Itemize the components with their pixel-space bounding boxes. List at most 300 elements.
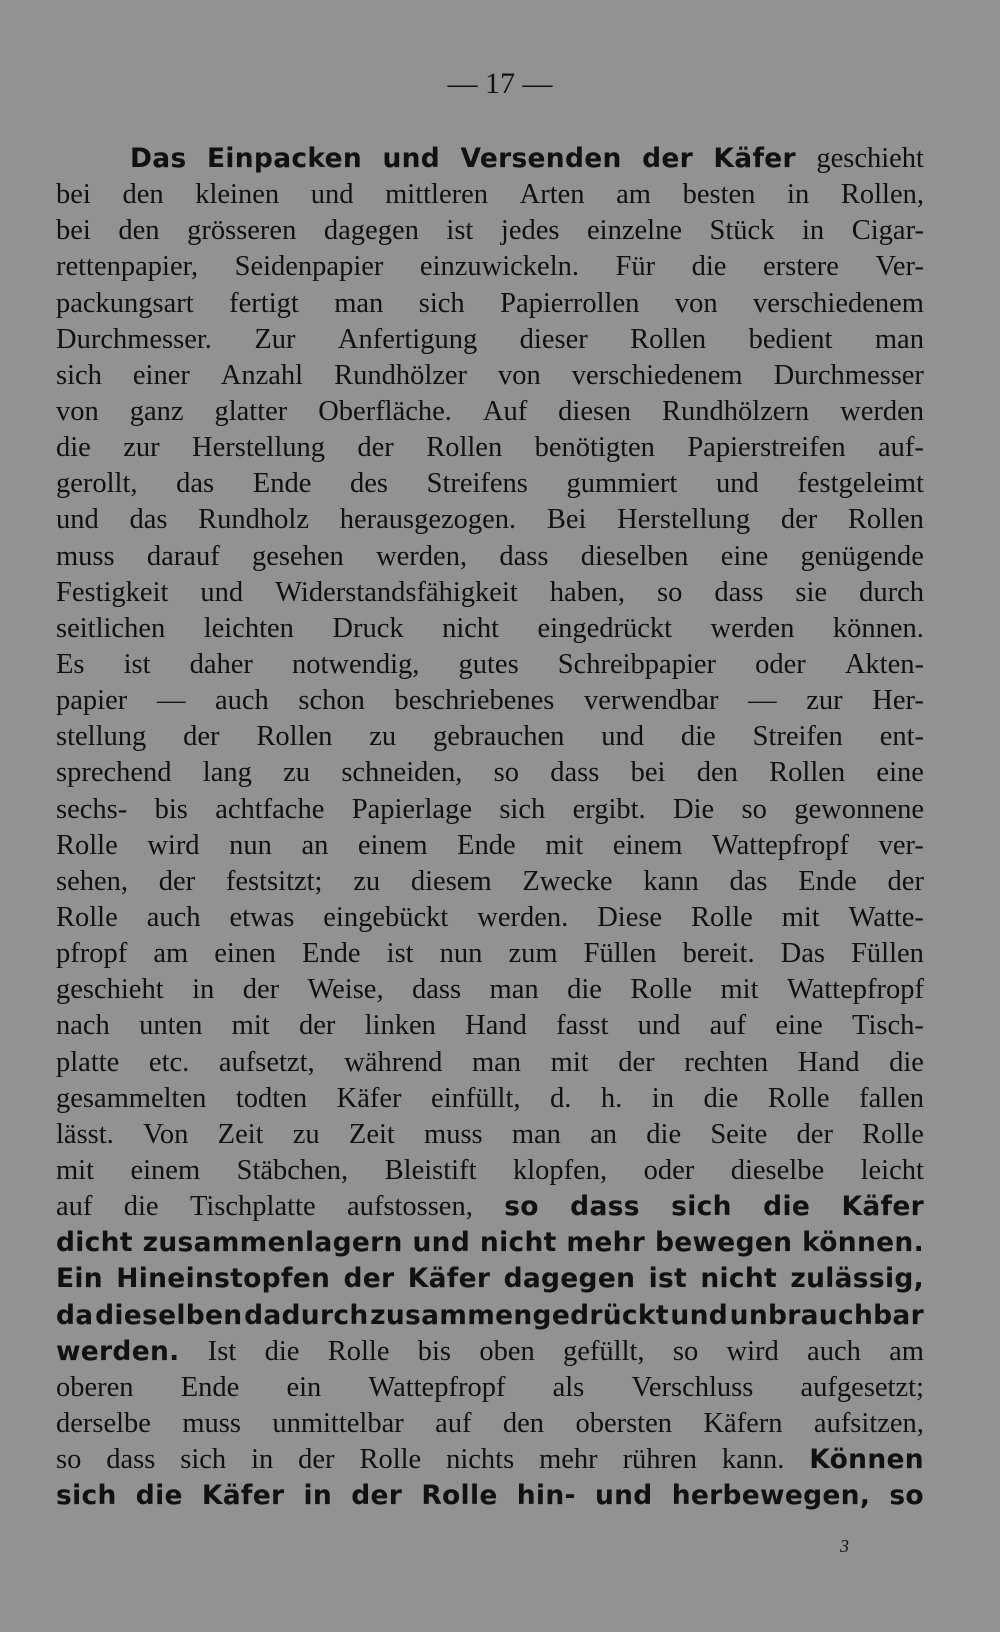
word: aufstossen,	[346, 1191, 473, 1223]
text-line	[56, 683, 924, 719]
word: einer	[132, 359, 190, 391]
word: Zwecke	[522, 865, 613, 897]
bold-word: dadurch	[244, 1299, 369, 1331]
text-line	[56, 1225, 924, 1261]
text-line	[56, 1045, 924, 1081]
word: dass	[106, 1444, 156, 1476]
word: Rollen	[769, 757, 846, 789]
word: der	[357, 432, 394, 464]
word: sich	[499, 793, 546, 825]
body-text	[56, 141, 924, 1514]
word: der	[242, 974, 280, 1006]
word: ver-	[878, 829, 924, 861]
word: aufsetzt,	[218, 1046, 315, 1078]
word: Rollen	[426, 432, 503, 464]
word: Das	[780, 938, 825, 970]
word: notwendig,	[291, 648, 420, 680]
word: während	[344, 1046, 443, 1078]
text-line	[56, 358, 924, 394]
word: Für	[615, 251, 656, 283]
word: Wattepfropf	[368, 1371, 506, 1403]
word: einzuwickeln.	[419, 251, 579, 283]
text-line	[56, 755, 924, 791]
word: an	[301, 829, 329, 861]
word: —	[748, 685, 777, 717]
text-line	[56, 611, 924, 647]
word: den	[696, 757, 738, 789]
word: nichts	[446, 1444, 515, 1476]
bold-word: Käfer	[201, 1480, 285, 1512]
word: mehr	[539, 1444, 598, 1476]
word: Anzahl	[220, 359, 304, 391]
word: benötigten	[534, 432, 655, 464]
word: und	[715, 468, 759, 500]
word: von	[674, 287, 718, 319]
word: erstere	[763, 251, 839, 283]
word: am	[153, 938, 189, 970]
bold-word: nicht	[700, 1263, 778, 1295]
word: bei	[630, 757, 666, 789]
word: leicht	[860, 1154, 924, 1186]
word: verschiedenem	[571, 359, 743, 391]
word: sechs-	[56, 793, 128, 825]
word: am	[889, 1335, 924, 1367]
bold-word: die	[135, 1480, 183, 1512]
word: sich	[180, 1444, 227, 1476]
word: beschriebenes	[394, 685, 555, 717]
word: Ende	[798, 865, 857, 897]
word: sprechend	[56, 757, 172, 789]
word: oder	[643, 1154, 695, 1186]
word: daher	[189, 648, 253, 680]
text-line	[56, 1261, 924, 1297]
text-line	[56, 466, 924, 502]
word: die	[264, 1335, 300, 1367]
bold-word: und	[594, 1480, 653, 1512]
word: Stück	[709, 215, 775, 247]
word: Rolle	[630, 974, 693, 1006]
bold-word: sich	[671, 1191, 732, 1223]
word: werden	[710, 612, 795, 644]
word: platte	[56, 1046, 120, 1078]
word: bereit.	[682, 938, 755, 970]
word: nicht	[442, 612, 500, 644]
word: gerollt,	[56, 468, 138, 500]
word: —	[156, 685, 186, 717]
word: haben,	[549, 576, 625, 608]
word: ein	[286, 1371, 322, 1403]
word: eingedrückt	[537, 612, 673, 644]
word: Rollen	[847, 504, 924, 536]
word: Hand	[797, 1046, 860, 1078]
word: der	[887, 865, 924, 897]
word: so	[672, 1335, 699, 1367]
word: das	[729, 865, 768, 897]
word: Rolle	[359, 1444, 422, 1476]
word: auch	[214, 685, 269, 717]
bold-word: da	[56, 1299, 94, 1331]
word: in	[251, 1444, 274, 1476]
word: Rolle	[56, 901, 118, 933]
word: Durchmesser.	[56, 323, 212, 355]
word: eingebückt	[323, 901, 449, 933]
text-line	[56, 1153, 924, 1189]
word: so	[56, 1444, 82, 1476]
word: zu	[369, 721, 397, 753]
word: auch	[146, 901, 201, 933]
word: den	[118, 215, 160, 247]
word: oder	[755, 648, 806, 680]
word: und	[310, 179, 354, 211]
word: wird	[147, 829, 200, 861]
word: Auf	[482, 395, 528, 427]
word: unmittelbar	[272, 1407, 404, 1439]
word: Widerstandsfähigkeit	[275, 576, 518, 608]
word: muss	[56, 540, 115, 572]
word: rechten	[684, 1046, 769, 1078]
word: auf-	[878, 432, 924, 464]
word: sie	[795, 576, 828, 608]
word: auf	[56, 1191, 93, 1223]
word: ergibt.	[572, 793, 646, 825]
word: dieser	[519, 323, 588, 355]
word: die	[889, 1046, 924, 1078]
word: lässt.	[56, 1118, 114, 1150]
bold-word: hin-	[516, 1480, 576, 1512]
word: Ende	[302, 938, 361, 970]
word: Papierlage	[351, 793, 472, 825]
word: Rundhölzern	[661, 395, 810, 427]
text-line	[56, 286, 924, 322]
word: glatter	[214, 395, 288, 427]
word: seitlichen	[56, 612, 166, 644]
word: Diese	[597, 901, 663, 933]
word: gutes	[458, 648, 519, 680]
text-line	[56, 539, 924, 575]
word: man	[334, 287, 384, 319]
word: mit	[781, 901, 820, 933]
word: schneiden,	[341, 757, 463, 789]
word: bis	[417, 1335, 452, 1367]
word: Seidenpapier	[234, 251, 384, 283]
word: durch	[859, 576, 924, 608]
word: auf	[709, 1010, 747, 1042]
word: dass	[550, 757, 600, 789]
bold-word: werden.	[56, 1335, 180, 1367]
word: der	[158, 865, 196, 897]
word: Bleistift	[384, 1154, 477, 1186]
text-line	[56, 647, 924, 683]
word: einem	[357, 829, 428, 861]
bold-word: zulässig,	[790, 1263, 924, 1295]
word: Rollen	[630, 323, 707, 355]
word: ist	[123, 648, 151, 680]
word: muss	[182, 1407, 241, 1439]
bold-word: Versenden	[460, 143, 622, 174]
bold-word: mehr	[566, 1227, 646, 1259]
word: Druck	[332, 612, 404, 644]
word: sehen,	[56, 865, 129, 897]
bold-word: der	[642, 143, 694, 174]
word: Papierrollen	[500, 287, 640, 319]
word: als	[552, 1371, 585, 1403]
word: Anfertigung	[337, 323, 478, 355]
text-line	[56, 1008, 924, 1044]
word: Herstellung	[617, 504, 751, 536]
word: Käfern	[703, 1407, 783, 1439]
word: gebrauchen	[433, 721, 565, 753]
word: diesem	[410, 865, 492, 897]
word: eine	[775, 1010, 823, 1042]
text-line	[56, 322, 924, 358]
text-line	[56, 249, 924, 285]
word: Rolle	[767, 1082, 830, 1114]
word: können.	[832, 612, 924, 644]
word: Herstellung	[192, 432, 325, 464]
signature-mark: 3	[840, 1536, 849, 1556]
bold-word: in	[303, 1480, 333, 1512]
bold-word: und	[382, 143, 441, 174]
text-line	[56, 1081, 924, 1117]
word: Wattepfropf	[712, 829, 849, 861]
bold-word: die	[763, 1191, 811, 1223]
word: werden.	[477, 901, 569, 933]
word: Rolle	[862, 1118, 924, 1150]
word: dass	[714, 576, 764, 608]
word: zu	[353, 865, 381, 897]
word: oben	[479, 1335, 535, 1367]
text-line	[56, 900, 924, 936]
word: am	[616, 179, 651, 211]
word: Arten	[519, 179, 585, 211]
text-line	[56, 936, 924, 972]
word: einfüllt,	[431, 1082, 521, 1114]
word: diesen	[558, 395, 631, 427]
text-line	[56, 575, 924, 611]
word: zu	[292, 1118, 320, 1150]
bold-word: dagegen	[503, 1263, 636, 1295]
bold-word: dicht	[56, 1227, 133, 1259]
word: kann.	[721, 1444, 785, 1476]
bold-word: so	[504, 1191, 539, 1223]
word: der	[298, 1010, 336, 1042]
word: das	[176, 468, 215, 500]
bold-word: herbewegen,	[671, 1480, 871, 1512]
word: die	[703, 1082, 739, 1114]
word: Festigkeit	[56, 576, 169, 608]
word: schon	[298, 685, 365, 717]
word: nun	[439, 938, 483, 970]
word: bis	[154, 793, 188, 825]
word: und	[200, 576, 244, 608]
word: etc.	[148, 1046, 190, 1078]
word: Streifen	[752, 721, 843, 753]
word: achtfache	[215, 793, 325, 825]
word: grösseren	[187, 215, 297, 247]
bold-word: Einpacken	[206, 143, 363, 174]
word: man	[874, 323, 924, 355]
word: und	[637, 1010, 681, 1042]
word: sich	[56, 359, 102, 391]
text-line	[56, 394, 924, 430]
word: Seite	[710, 1118, 768, 1150]
bold-word: sich	[56, 1480, 117, 1512]
word: einzelne	[587, 215, 682, 247]
word: obersten	[575, 1407, 673, 1439]
word: fasst	[556, 1010, 609, 1042]
word: derselbe	[56, 1407, 151, 1439]
text-line	[56, 864, 924, 900]
bold-word: nicht	[479, 1227, 557, 1259]
text-line	[56, 1117, 924, 1153]
word: einem	[130, 1154, 201, 1186]
word: Ist	[207, 1335, 237, 1367]
word: Bei	[546, 504, 587, 536]
text-line	[56, 1370, 924, 1406]
word: zum	[508, 938, 558, 970]
word: Weise,	[307, 974, 384, 1006]
word: Akten-	[844, 648, 924, 680]
word: dass	[499, 540, 549, 572]
word: Von	[143, 1118, 189, 1150]
word: Rollen	[256, 721, 333, 753]
word: Zeit	[217, 1118, 264, 1150]
word: klopfen,	[512, 1154, 608, 1186]
word: Ende	[180, 1371, 240, 1403]
word: bei	[56, 179, 91, 211]
word: aufgesetzt;	[800, 1371, 924, 1403]
word: etwas	[229, 901, 295, 933]
word: Stäbchen,	[236, 1154, 349, 1186]
word: herausgezogen.	[339, 504, 517, 536]
word: Her-	[872, 685, 924, 717]
word: gummiert	[566, 468, 678, 500]
bold-word: Hineinstopfen	[116, 1263, 331, 1295]
text-line	[56, 141, 924, 177]
word: so	[741, 793, 767, 825]
word: auch	[807, 1335, 861, 1367]
bold-word: bewegen	[654, 1227, 793, 1259]
word: leichten	[203, 612, 294, 644]
word: h.	[600, 1082, 623, 1114]
word: sich	[418, 287, 465, 319]
word: genügende	[800, 540, 924, 572]
word: so	[493, 757, 520, 789]
word: eine	[720, 540, 769, 572]
word: Hand	[465, 1010, 527, 1042]
word: packungsart	[56, 287, 194, 319]
word: der	[796, 1118, 833, 1150]
bold-word: Käfer	[841, 1191, 924, 1223]
word: geschieht	[56, 974, 164, 1006]
word: die	[691, 251, 727, 283]
text-line	[56, 177, 924, 213]
word: so	[656, 576, 683, 608]
word: rühren	[622, 1444, 697, 1476]
bold-word: Das	[130, 143, 187, 174]
bold-word: und	[412, 1227, 471, 1259]
bold-word: so	[889, 1480, 924, 1512]
word: dieselben	[580, 540, 689, 572]
word: Verschluss	[631, 1371, 754, 1403]
word: Käfer	[336, 1082, 402, 1114]
word: der	[183, 721, 220, 753]
bold-word: Rolle	[421, 1480, 498, 1512]
word: und	[56, 504, 99, 536]
word: Füllen	[583, 938, 657, 970]
word: Schreibpapier	[557, 648, 717, 680]
bold-word: zusammengedrückt	[370, 1299, 669, 1331]
word: pfropf	[56, 938, 128, 970]
bold-word: können.	[802, 1227, 924, 1259]
word: besten	[682, 179, 756, 211]
word: ist	[446, 215, 474, 247]
word: mit	[720, 974, 759, 1006]
text-line	[56, 828, 924, 864]
word: Streifens	[426, 468, 528, 500]
bold-word: ist	[648, 1263, 688, 1295]
word: linken	[364, 1010, 436, 1042]
bold-word: der	[351, 1480, 403, 1512]
word: verwendbar	[584, 685, 719, 717]
word: wird	[726, 1335, 779, 1367]
bold-word: Können	[809, 1444, 924, 1476]
text-line	[56, 502, 924, 538]
word: gefüllt,	[563, 1335, 645, 1367]
word: Rollen,	[840, 179, 924, 211]
word: Oberfläche.	[318, 395, 452, 427]
word: zur	[123, 432, 160, 464]
word: festsitzt;	[225, 865, 323, 897]
text-line	[56, 1298, 924, 1334]
word: todten	[235, 1082, 308, 1114]
word: zur	[806, 685, 843, 717]
bold-word: dass	[570, 1191, 640, 1223]
word: bei	[56, 215, 91, 247]
word: mit	[231, 1010, 270, 1042]
word: muss	[424, 1118, 483, 1150]
word: einen	[214, 938, 276, 970]
bold-word: und	[670, 1299, 729, 1331]
word: Rolle	[691, 901, 753, 933]
word: Rundhölzer	[334, 359, 468, 391]
word: auf	[435, 1407, 472, 1439]
word: Es	[56, 648, 85, 680]
word: kann	[643, 865, 699, 897]
word: zu	[283, 757, 311, 789]
word: bedient	[748, 323, 833, 355]
word: ganz	[129, 395, 184, 427]
word: werden	[840, 395, 924, 427]
word: Zeit	[348, 1118, 395, 1150]
word: Wattepfropf	[786, 974, 924, 1006]
word: nun	[229, 829, 272, 861]
word: mit	[56, 1154, 95, 1186]
word: Cigar-	[851, 215, 924, 247]
word: rettenpapier,	[56, 251, 199, 283]
word: Papierstreifen	[687, 432, 846, 464]
word: gesehen	[251, 540, 344, 572]
word: gesammelten	[56, 1082, 207, 1114]
text-line	[56, 972, 924, 1008]
word: an	[590, 1118, 618, 1150]
word: jedes	[500, 215, 560, 247]
word: in	[651, 1082, 674, 1114]
word: unten	[139, 1010, 203, 1042]
word: die	[680, 721, 716, 753]
word: werden,	[376, 540, 468, 572]
word: aufsitzen,	[813, 1407, 924, 1439]
